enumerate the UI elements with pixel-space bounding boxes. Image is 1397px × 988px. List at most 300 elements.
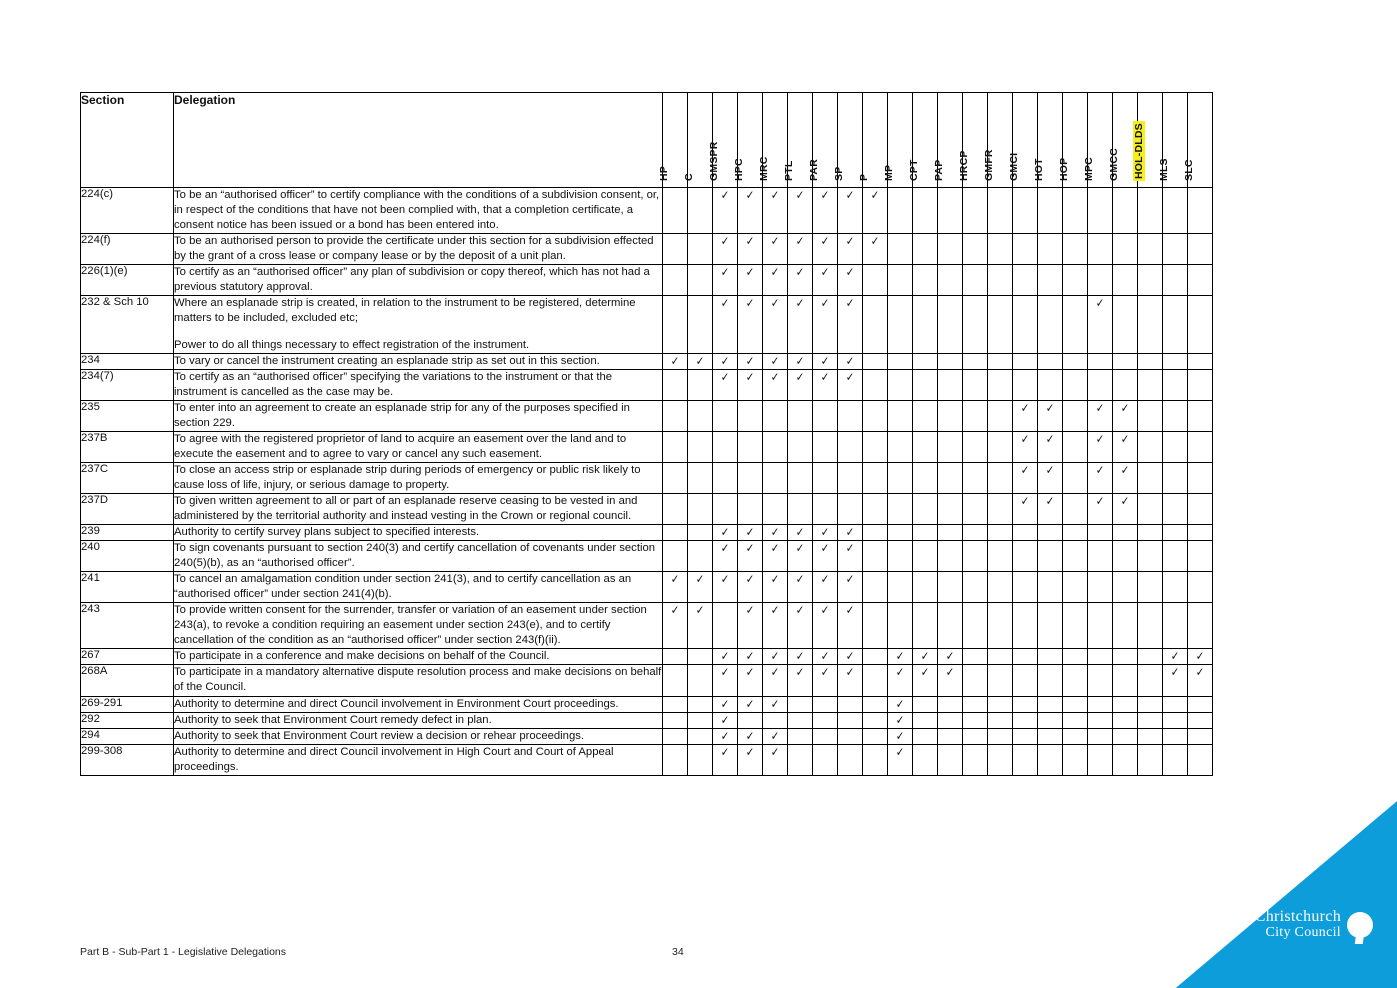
tick-cell — [1013, 401, 1038, 432]
tick-cell — [838, 265, 863, 296]
check-icon: ✓ — [920, 665, 930, 680]
tick-cell — [838, 603, 863, 649]
tick-cell — [1038, 603, 1063, 649]
tick-cell — [888, 354, 913, 370]
tick-cell — [913, 432, 938, 463]
table-row — [81, 370, 1213, 401]
column-header-label: MRC — [758, 156, 770, 181]
tick-cell — [888, 541, 913, 572]
tick-cell — [1163, 432, 1188, 463]
tick-cell — [738, 572, 763, 603]
tick-cell — [938, 696, 963, 712]
section-cell: 269-291 — [81, 696, 174, 712]
tick-cell — [1063, 432, 1088, 463]
tick-cell — [863, 572, 888, 603]
tick-cell — [1138, 696, 1163, 712]
check-icon: ✓ — [845, 665, 855, 680]
check-icon: ✓ — [795, 572, 805, 587]
tick-cell — [913, 188, 938, 234]
tick-cell — [688, 463, 713, 494]
tick-cell — [788, 728, 813, 744]
table-header-row — [81, 93, 1213, 188]
tick-cell — [838, 665, 863, 696]
check-icon: ✓ — [1195, 649, 1205, 664]
check-icon: ✓ — [720, 728, 730, 743]
tick-cell — [688, 712, 713, 728]
tick-cell — [813, 494, 838, 525]
check-icon: ✓ — [745, 296, 755, 311]
tick-cell — [888, 188, 913, 234]
column-header-label: PAR — [808, 159, 820, 181]
column-header-label: PAP — [933, 159, 945, 181]
tick-cell — [1188, 696, 1213, 712]
tick-cell — [788, 234, 813, 265]
tick-cell — [838, 234, 863, 265]
check-icon: ✓ — [770, 296, 780, 311]
tick-cell — [863, 649, 888, 665]
check-icon: ✓ — [895, 744, 905, 759]
table-row — [81, 696, 1213, 712]
check-icon: ✓ — [1020, 463, 1030, 478]
table-row — [81, 525, 1213, 541]
tick-cell — [788, 744, 813, 775]
tick-cell — [888, 265, 913, 296]
tick-cell — [1088, 354, 1113, 370]
tick-cell — [738, 296, 763, 354]
tick-cell — [1063, 463, 1088, 494]
delegation-cell: Authority to determine and direct Council involvement in Environment Court proceedings. — [174, 696, 663, 712]
column-header-label: MP — [883, 164, 895, 181]
tick-cell — [688, 525, 713, 541]
tick-cell — [888, 463, 913, 494]
delegation-cell: Authority to determine and direct Council involvement in High Court and Court of Appeal proceedings. — [174, 744, 663, 775]
section-cell: 240 — [81, 541, 174, 572]
check-icon: ✓ — [820, 665, 830, 680]
check-icon: ✓ — [845, 296, 855, 311]
check-icon: ✓ — [795, 541, 805, 556]
tick-cell — [963, 525, 988, 541]
tick-cell — [813, 728, 838, 744]
tick-cell — [1088, 541, 1113, 572]
check-icon: ✓ — [1045, 401, 1055, 416]
column-header-label: SP — [833, 166, 845, 181]
tick-cell — [863, 525, 888, 541]
tick-cell — [938, 354, 963, 370]
tick-cell — [738, 665, 763, 696]
tick-cell — [713, 354, 738, 370]
tick-cell — [1088, 401, 1113, 432]
tick-cell — [813, 744, 838, 775]
tick-cell — [738, 525, 763, 541]
tick-cell — [888, 712, 913, 728]
tick-cell — [763, 354, 788, 370]
tick-cell — [813, 525, 838, 541]
section-cell: 299-308 — [81, 744, 174, 775]
check-icon: ✓ — [1120, 432, 1130, 447]
check-icon: ✓ — [945, 665, 955, 680]
check-icon: ✓ — [795, 188, 805, 202]
tick-cell — [838, 744, 863, 775]
tick-cell — [888, 572, 913, 603]
section-cell: 294 — [81, 728, 174, 744]
check-icon: ✓ — [845, 370, 855, 385]
tick-cell — [1063, 603, 1088, 649]
tick-cell — [1088, 696, 1113, 712]
tick-cell — [988, 541, 1013, 572]
tick-cell — [688, 603, 713, 649]
tick-cell — [888, 728, 913, 744]
check-icon: ✓ — [895, 712, 905, 727]
tick-cell — [863, 296, 888, 354]
check-icon: ✓ — [770, 696, 780, 711]
tick-cell — [713, 296, 738, 354]
tick-cell — [788, 603, 813, 649]
tick-cell — [838, 432, 863, 463]
check-icon: ✓ — [1120, 494, 1130, 509]
check-icon: ✓ — [1170, 665, 1180, 680]
tick-cell — [1188, 665, 1213, 696]
tick-cell — [1063, 265, 1088, 296]
tick-cell — [838, 541, 863, 572]
tick-cell — [813, 541, 838, 572]
tick-cell — [1138, 744, 1163, 775]
tick-cell — [1138, 525, 1163, 541]
tick-cell — [1113, 370, 1138, 401]
check-icon: ✓ — [845, 525, 855, 540]
tick-cell — [763, 188, 788, 234]
tick-cell — [688, 572, 713, 603]
tick-cell — [913, 541, 938, 572]
tick-cell — [988, 712, 1013, 728]
tick-cell — [1138, 354, 1163, 370]
tick-cell — [663, 525, 688, 541]
check-icon: ✓ — [1095, 494, 1105, 509]
tick-cell — [888, 744, 913, 775]
tick-cell — [1038, 463, 1063, 494]
delegation-cell: Authority to seek that Environment Court remedy defect in plan. — [174, 712, 663, 728]
check-icon: ✓ — [1195, 665, 1205, 680]
tick-cell — [763, 494, 788, 525]
tick-cell — [1113, 296, 1138, 354]
delegation-cell: To given written agreement to all or part of an esplanade reserve ceasing to be vested in and administered by the territorial authority and instead vesting in the Crown or regional council. — [174, 494, 663, 525]
delegation-cell: To participate in a conference and make decisions on behalf of the Council. — [174, 649, 663, 665]
tick-cell — [1113, 463, 1138, 494]
tick-cell — [863, 541, 888, 572]
tick-cell — [1113, 541, 1138, 572]
tick-cell — [1088, 603, 1113, 649]
tick-cell — [738, 712, 763, 728]
check-icon: ✓ — [1095, 401, 1105, 416]
tick-cell — [1038, 541, 1063, 572]
tick-cell — [1013, 463, 1038, 494]
check-icon: ✓ — [845, 572, 855, 587]
tick-cell — [713, 603, 738, 649]
delegation-cell: Authority to seek that Environment Court review a decision or rehear proceedings. — [174, 728, 663, 744]
check-icon: ✓ — [745, 541, 755, 556]
tick-cell — [838, 354, 863, 370]
tick-cell — [913, 572, 938, 603]
tick-cell — [988, 401, 1013, 432]
tick-cell — [1163, 234, 1188, 265]
tick-cell — [813, 696, 838, 712]
tick-cell — [763, 649, 788, 665]
check-icon: ✓ — [820, 525, 830, 540]
check-icon: ✓ — [845, 234, 855, 249]
table-body — [81, 188, 1213, 776]
check-icon: ✓ — [1045, 494, 1055, 509]
tick-cell — [1038, 712, 1063, 728]
tick-cell — [688, 696, 713, 712]
table-row — [81, 744, 1213, 775]
tick-cell — [1088, 265, 1113, 296]
tick-cell — [913, 401, 938, 432]
tick-cell — [1188, 432, 1213, 463]
tick-cell — [1013, 649, 1038, 665]
tick-cell — [938, 432, 963, 463]
check-icon: ✓ — [695, 572, 705, 587]
tick-cell — [688, 370, 713, 401]
tick-cell — [963, 401, 988, 432]
section-cell: 237B — [81, 432, 174, 463]
council-logo — [1137, 768, 1397, 988]
tick-cell — [688, 401, 713, 432]
tick-cell — [1188, 525, 1213, 541]
check-icon: ✓ — [845, 265, 855, 280]
tick-cell — [1088, 665, 1113, 696]
tick-cell — [1138, 432, 1163, 463]
tick-cell — [1188, 494, 1213, 525]
tick-cell — [838, 728, 863, 744]
check-icon: ✓ — [895, 665, 905, 680]
tick-cell — [1163, 572, 1188, 603]
check-icon: ✓ — [745, 728, 755, 743]
section-cell: 234 — [81, 354, 174, 370]
check-icon: ✓ — [845, 354, 855, 369]
tick-cell — [1013, 665, 1038, 696]
section-cell: 241 — [81, 572, 174, 603]
table-row — [81, 296, 1213, 354]
check-icon: ✓ — [770, 572, 780, 587]
tick-cell — [913, 696, 938, 712]
tick-cell — [738, 696, 763, 712]
tick-cell — [663, 712, 688, 728]
delegation-cell: To enter into an agreement to create an esplanade strip for any of the purposes specified in section 229. — [174, 401, 663, 432]
tick-cell — [913, 463, 938, 494]
check-icon: ✓ — [770, 525, 780, 540]
tick-cell — [1038, 494, 1063, 525]
delegation-cell: To certify as an “authorised officer” any plan of subdivision or copy thereof, which has not had a previous statutory approval. — [174, 265, 663, 296]
tick-cell — [938, 649, 963, 665]
tick-cell — [763, 541, 788, 572]
tick-cell — [1188, 354, 1213, 370]
tick-cell — [1088, 463, 1113, 494]
tick-cell — [788, 296, 813, 354]
tick-cell — [938, 603, 963, 649]
tick-cell — [1163, 665, 1188, 696]
check-icon: ✓ — [1120, 463, 1130, 478]
tick-cell — [863, 728, 888, 744]
tick-cell — [1188, 572, 1213, 603]
tick-cell — [813, 234, 838, 265]
tick-cell — [1163, 463, 1188, 494]
tick-cell — [1088, 712, 1113, 728]
check-icon: ✓ — [845, 603, 855, 618]
check-icon: ✓ — [745, 649, 755, 664]
column-header-slc — [1183, 93, 1213, 188]
tick-cell — [1038, 354, 1063, 370]
tick-cell — [813, 265, 838, 296]
check-icon: ✓ — [895, 696, 905, 711]
tick-cell — [1038, 649, 1063, 665]
tick-cell — [963, 603, 988, 649]
tick-cell — [888, 432, 913, 463]
tick-cell — [1163, 728, 1188, 744]
check-icon: ✓ — [720, 649, 730, 664]
tick-cell — [738, 541, 763, 572]
tick-cell — [913, 370, 938, 401]
check-icon: ✓ — [795, 665, 805, 680]
table-row — [81, 494, 1213, 525]
tick-cell — [688, 432, 713, 463]
tick-cell — [963, 696, 988, 712]
tick-cell — [1188, 188, 1213, 234]
tick-cell — [1188, 370, 1213, 401]
tick-cell — [1038, 370, 1063, 401]
tick-cell — [1138, 603, 1163, 649]
tick-cell — [988, 463, 1013, 494]
tick-cell — [913, 728, 938, 744]
tick-cell — [963, 188, 988, 234]
tick-cell — [863, 354, 888, 370]
tick-cell — [813, 463, 838, 494]
tick-cell — [938, 728, 963, 744]
tick-cell — [663, 296, 688, 354]
tick-cell — [1188, 265, 1213, 296]
delegation-cell: To close an access strip or esplanade strip during periods of emergency or public risk likely to cause loss of life, injury, or serious damage to property. — [174, 463, 663, 494]
section-cell: 226(1)(e) — [81, 265, 174, 296]
tick-cell — [888, 234, 913, 265]
check-icon: ✓ — [845, 649, 855, 664]
tick-cell — [1013, 234, 1038, 265]
tick-cell — [788, 572, 813, 603]
tick-cell — [888, 649, 913, 665]
tick-cell — [1188, 649, 1213, 665]
check-icon: ✓ — [770, 188, 780, 202]
tick-cell — [1113, 494, 1138, 525]
tick-cell — [1138, 234, 1163, 265]
tick-cell — [763, 463, 788, 494]
tick-cell — [938, 572, 963, 603]
tick-cell — [1013, 265, 1038, 296]
tick-cell — [738, 265, 763, 296]
tick-cell — [1063, 188, 1088, 234]
column-header-label: C — [683, 173, 695, 181]
tick-cell — [1113, 603, 1138, 649]
column-header-delegation: Delegation — [174, 93, 663, 188]
tick-cell — [938, 296, 963, 354]
tick-cell — [663, 603, 688, 649]
tick-cell — [788, 370, 813, 401]
tick-cell — [1088, 234, 1113, 265]
table-row — [81, 463, 1213, 494]
tick-cell — [863, 370, 888, 401]
tick-cell — [1038, 572, 1063, 603]
tick-cell — [1113, 525, 1138, 541]
tick-cell — [1113, 649, 1138, 665]
tick-cell — [738, 603, 763, 649]
check-icon: ✓ — [745, 744, 755, 759]
tick-cell — [813, 649, 838, 665]
tick-cell — [888, 525, 913, 541]
tick-cell — [713, 432, 738, 463]
tick-cell — [663, 696, 688, 712]
tick-cell — [1138, 649, 1163, 665]
tick-cell — [1163, 188, 1188, 234]
delegation-cell: To sign covenants pursuant to section 240(3) and certify cancellation of covenants under section 240(5)(b), as an “authorised officer”. — [174, 541, 663, 572]
tick-cell — [913, 665, 938, 696]
check-icon: ✓ — [770, 603, 780, 618]
section-cell: 243 — [81, 603, 174, 649]
tick-cell — [863, 234, 888, 265]
table-row — [81, 572, 1213, 603]
tick-cell — [863, 188, 888, 234]
tick-cell — [688, 188, 713, 234]
column-header-label: GMSPR — [708, 141, 720, 181]
tick-cell — [1063, 354, 1088, 370]
tick-cell — [1088, 728, 1113, 744]
tick-cell — [1188, 712, 1213, 728]
tick-cell — [888, 401, 913, 432]
tick-cell — [1163, 525, 1188, 541]
tick-cell — [988, 572, 1013, 603]
tick-cell — [713, 463, 738, 494]
tick-cell — [688, 234, 713, 265]
table-row — [81, 649, 1213, 665]
tick-cell — [663, 234, 688, 265]
tick-cell — [1013, 541, 1038, 572]
check-icon: ✓ — [1020, 432, 1030, 447]
tick-cell — [1063, 665, 1088, 696]
check-icon: ✓ — [720, 744, 730, 759]
column-header-label: HOP — [1058, 157, 1070, 181]
tick-cell — [888, 370, 913, 401]
tick-cell — [1113, 234, 1138, 265]
check-icon: ✓ — [1045, 463, 1055, 478]
tick-cell — [1113, 188, 1138, 234]
check-icon: ✓ — [845, 188, 855, 202]
tick-cell — [1088, 296, 1113, 354]
tick-cell — [713, 696, 738, 712]
tick-cell — [838, 696, 863, 712]
tick-cell — [988, 744, 1013, 775]
check-icon: ✓ — [770, 649, 780, 664]
check-icon: ✓ — [820, 541, 830, 556]
tick-cell — [1113, 696, 1138, 712]
tick-cell — [813, 296, 838, 354]
tick-cell — [713, 494, 738, 525]
check-icon: ✓ — [720, 370, 730, 385]
tick-cell — [1163, 712, 1188, 728]
tick-cell — [1138, 265, 1163, 296]
column-header-label: HRCP — [958, 150, 970, 181]
check-icon: ✓ — [745, 525, 755, 540]
check-icon: ✓ — [770, 234, 780, 249]
tick-cell — [1013, 188, 1038, 234]
tick-cell — [913, 603, 938, 649]
tick-cell — [1163, 354, 1188, 370]
tick-cell — [838, 525, 863, 541]
tick-cell — [1013, 494, 1038, 525]
